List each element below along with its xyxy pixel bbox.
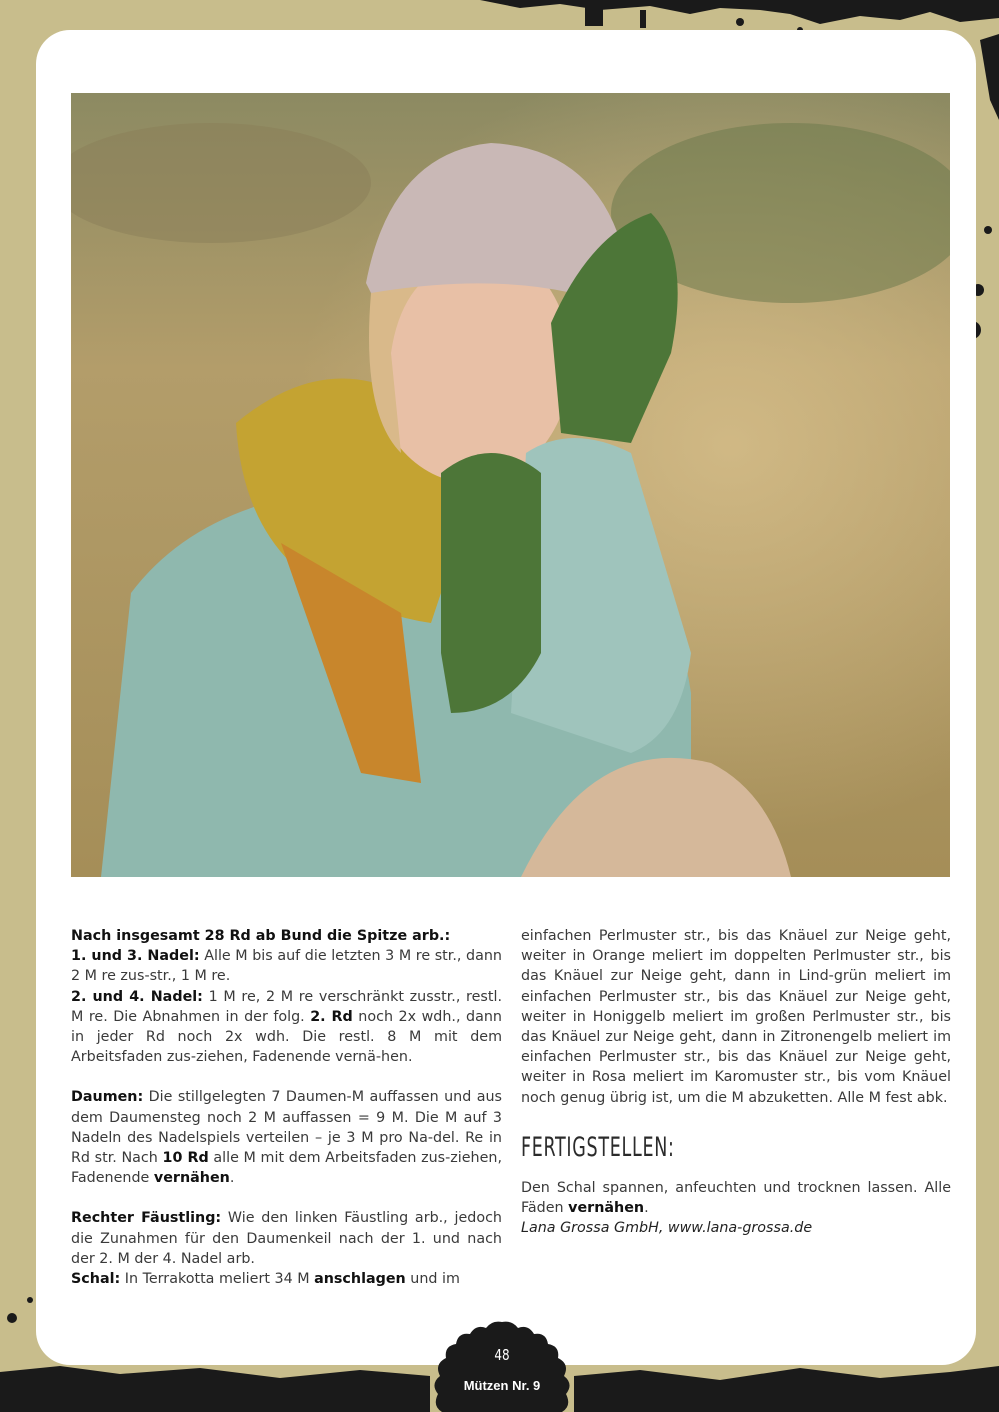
thumb-text-b: alle M mit dem Arbeitsfaden zus-ziehen, Fadenende	[71, 1150, 502, 1187]
page-badge	[430, 1320, 574, 1412]
needle-1-3-text: Alle M bis auf die letzten 3 M re str., dann 2 M re zus-str., 1 M re.	[71, 948, 502, 985]
page-number: 48	[494, 1346, 510, 1364]
round-2-bold: 2. Rd	[310, 1008, 353, 1025]
scarf-text-a: In Terrakotta meliert 34 M	[120, 1271, 315, 1288]
woman-knitwear-illustration	[71, 93, 950, 877]
right-mitten-label: Rechter Fäustling:	[71, 1210, 222, 1227]
thumb-text-c: .	[229, 1170, 235, 1187]
scarf-label: Schal:	[71, 1271, 121, 1288]
thumb-label: Daumen:	[71, 1089, 144, 1106]
thumb-sew-bold: vernähen	[153, 1170, 230, 1187]
finishing-text-b: .	[644, 1200, 649, 1217]
needle-1-3-label: 1. und 3. Nadel:	[71, 948, 200, 965]
finishing-heading: FERTIGSTELLEN:	[521, 1131, 675, 1163]
needle-2-4-text-a: 1 M re, 2 M re verschränkt zusstr., restl. M re. Die Abnahmen in der folg.	[71, 988, 502, 1025]
needle-2-4-label: 2. und 4. Nadel:	[71, 988, 203, 1005]
right-text-column	[521, 926, 951, 1239]
finishing-text-a: Den Schal spannen, anfeuchten und trocknen lassen. Alle Fäden	[521, 1180, 951, 1217]
decrease-instructions	[71, 926, 502, 1067]
thumb-rounds-bold: 10 Rd	[162, 1150, 209, 1167]
right-mitten-instructions	[71, 1208, 502, 1289]
thumb-text-a: Die stillgelegten 7 Daumen-M auffassen und aus dem Daumensteg noch 2 M auffassen = 9 M. Die M auf 3 Nadeln des Nadelspiels verteilen – je 3 M pro Na-del. Re in Rd str. Nach	[71, 1089, 502, 1167]
finishing-instructions	[521, 1178, 951, 1218]
right-mitten-text: Wie den linken Fäustling arb., jedoch die Zunahmen für den Daumenkeil nach der 1. und nach der 2. M der 4. Nadel arb.	[71, 1210, 502, 1267]
tip-heading: Nach insgesamt 28 Rd ab Bund die Spitze arb.:	[71, 928, 451, 944]
scarf-text-b: und im	[405, 1271, 460, 1288]
hero-photo	[71, 93, 950, 877]
scarf-cast-on-bold: anschlagen	[314, 1271, 406, 1288]
left-text-column	[71, 926, 502, 1289]
thumb-instructions	[71, 1087, 502, 1188]
credit-line: Lana Grossa GmbH, www.lana-grossa.de	[521, 1220, 813, 1237]
finishing-sew-bold: vernähen	[568, 1200, 645, 1217]
scarf-color-instructions: einfachen Perlmuster str., bis das Knäuel zur Neige geht, weiter in Orange meliert im doppelten Perlmuster str., bis das Knäuel zur Neige geht, dann in Lind-grün meliert im einfachen Perlmuster str., bis das Knäuel zur Neige geht, weiter in Honiggelb meliert im großen Perlmuster str., bis das Knäuel zur Neige geht, dann in Zitronengelb meliert im einfachen Perlmuster str., bis das Knäuel zur Neige geht, weiter in Rosa meliert im Karomuster str., bis vom Knäuel noch genug übrig ist, um die M abzuketten. Alle M fest abk.	[521, 928, 951, 1106]
needle-2-4-text-b: noch 2x wdh., dann in jeder Rd noch 2x wdh. Die restl. 8 M mit dem Arbeitsfaden zus-ziehen, Fadenende vernä-hen.	[71, 1008, 502, 1066]
magazine-title: Mützen Nr. 9	[463, 1378, 541, 1393]
